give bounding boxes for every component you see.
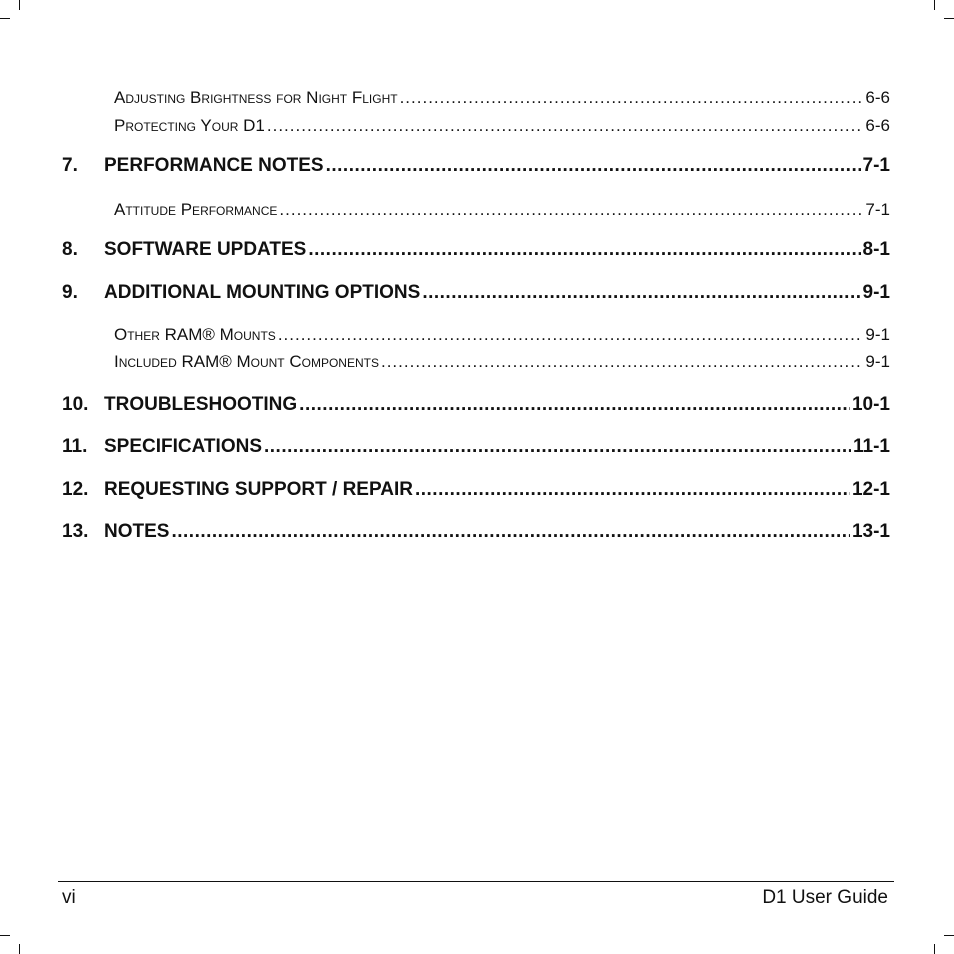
toc-entry[interactable] (62, 325, 890, 345)
toc-entry-page: 9-1 (865, 325, 890, 344)
toc-entry-page: 9-1 (865, 352, 890, 371)
toc-chapter-title: NOTES (104, 521, 170, 542)
toc-leader (422, 282, 860, 304)
toc-entry-page: 7-1 (865, 200, 890, 219)
toc-chapter-page: 13-1 (851, 521, 890, 542)
toc-entry[interactable] (62, 88, 890, 108)
toc-leader (326, 155, 861, 177)
toc-chapter[interactable] (62, 436, 890, 458)
crop-mark-top-left-v (19, 0, 20, 10)
toc-leader (415, 479, 850, 501)
toc-chapter-title: REQUESTING SUPPORT / REPAIR (104, 479, 413, 500)
toc-entry[interactable] (62, 200, 890, 220)
toc-chapter-number: 8. (62, 239, 78, 260)
toc-chapter[interactable] (62, 521, 890, 543)
toc-leader (299, 394, 850, 416)
toc-chapter-title: ADDITIONAL MOUNTING OPTIONS (104, 282, 421, 303)
toc-chapter-number: 12. (62, 479, 89, 500)
crop-mark-bottom-left-v (19, 944, 20, 954)
crop-mark-bottom-right-h (944, 935, 954, 936)
toc-leader (381, 352, 863, 372)
toc-chapter-title: SPECIFICATIONS (104, 436, 262, 457)
toc-chapter-page: 12-1 (851, 479, 890, 500)
toc-chapter-number: 10. (62, 394, 89, 415)
toc-leader (267, 116, 864, 136)
footer-divider (58, 881, 894, 882)
toc-chapter-page: 11-1 (853, 436, 890, 457)
crop-mark-top-right-v (934, 0, 935, 10)
footer-guide-title: D1 User Guide (762, 887, 888, 908)
toc-chapter-page: 10-1 (851, 394, 890, 415)
toc-leader (308, 239, 860, 261)
toc-chapter-title: PERFORMANCE NOTES (104, 155, 324, 176)
toc-chapter-page: 9-1 (862, 282, 890, 303)
toc-chapter-title: TROUBLESHOOTING (104, 394, 298, 415)
toc-chapter-number: 9. (62, 282, 78, 303)
toc-leader (264, 436, 851, 458)
toc-entry-title: Included RAM® Mount Components (114, 352, 379, 371)
toc-entry-title: Other RAM® Mounts (114, 325, 276, 344)
toc-chapter-number: 13. (62, 521, 89, 542)
crop-mark-top-right-h (944, 18, 954, 19)
toc-chapter[interactable] (62, 239, 890, 261)
toc-leader (278, 325, 864, 345)
toc-entry-title: Adjusting Brightness for Night Flight (114, 88, 398, 107)
toc-leader (400, 88, 864, 108)
toc-entry-title: Attitude Performance (114, 200, 278, 219)
toc-chapter[interactable] (62, 479, 890, 501)
toc-chapter-page: 7-1 (862, 155, 890, 176)
toc-leader (171, 521, 850, 543)
crop-mark-top-left-h (0, 18, 10, 19)
toc-chapter[interactable] (62, 282, 890, 304)
toc-chapter[interactable] (62, 394, 890, 416)
crop-mark-bottom-left-h (0, 935, 10, 936)
toc-entry-title: Protecting Your D1 (114, 116, 265, 135)
toc-entry-page: 6-6 (865, 116, 890, 135)
toc-leader (279, 200, 863, 220)
footer-page-number: vi (62, 887, 76, 908)
toc-chapter-number: 7. (62, 155, 78, 176)
toc-chapter-number: 11. (62, 436, 88, 457)
toc-entry-page: 6-6 (865, 88, 890, 107)
toc-chapter[interactable] (62, 155, 890, 177)
crop-mark-bottom-right-v (934, 944, 935, 954)
toc-entry[interactable] (62, 116, 890, 136)
toc-chapter-title: SOFTWARE UPDATES (104, 239, 307, 260)
toc-chapter-page: 8-1 (862, 239, 890, 260)
toc-entry[interactable] (62, 352, 890, 372)
